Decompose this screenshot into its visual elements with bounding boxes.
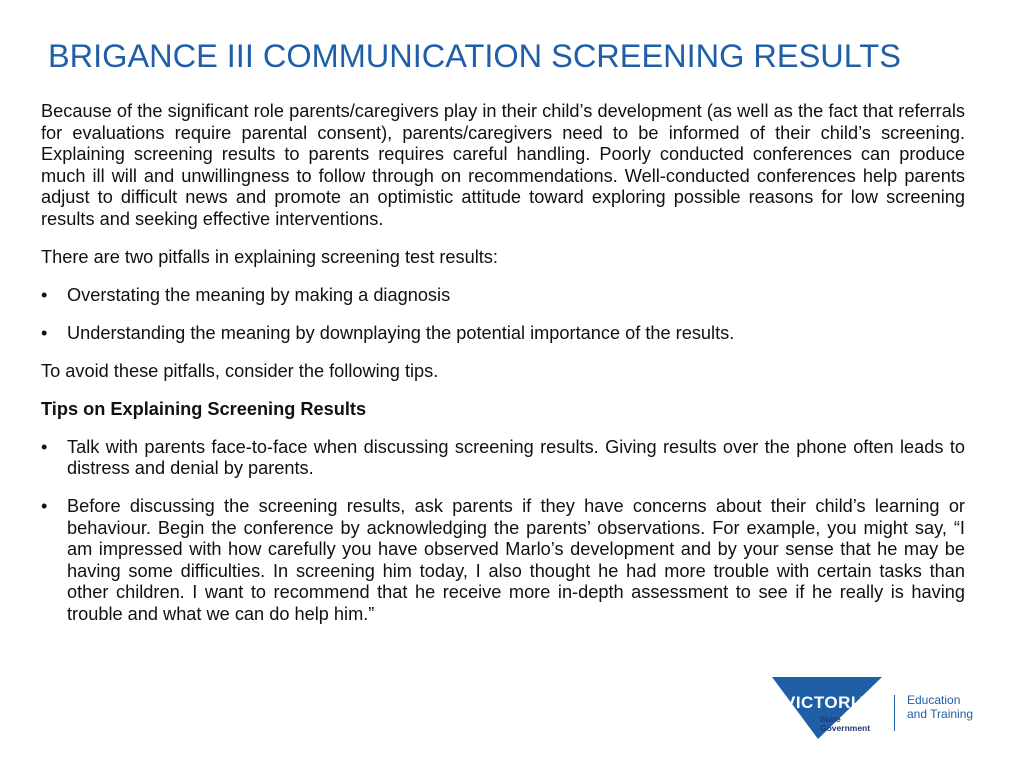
slide-body bbox=[41, 101, 965, 642]
pitfall-item bbox=[41, 285, 965, 307]
pitfall-text: Overstating the meaning by making a diagnosis bbox=[67, 284, 451, 305]
tip-item bbox=[41, 437, 965, 480]
tip-text: Before discussing the screening results, ask parents if they have concerns about their child’s learning or behaviour. Begin the conference by acknowledging the parents’ observations. For example, you might say, “I am impressed with how carefully you have observed Marlo’s development and by your sense that he may be having some difficulties. In screening him today, I also thought he had more trouble with certain tasks than other children. I want to recommend that he receive more in-depth assessment to see if he really is having trouble and what we can do help him.” bbox=[67, 496, 965, 624]
logo-government-line: Government bbox=[820, 723, 871, 733]
pitfall-text: Understanding the meaning by downplaying the potential importance of the results. bbox=[67, 322, 735, 343]
logo-state-line: State bbox=[820, 714, 841, 724]
bullet-icon: • bbox=[41, 322, 48, 343]
tip-text: Talk with parents face-to-face when discussing screening results. Giving results over the phone often leads to distress and denial by parents. bbox=[67, 436, 965, 478]
slide-title: BRIGANCE III COMMUNICATION SCREENING RESULTS bbox=[48, 38, 901, 74]
intro-paragraph: Because of the significant role parents/caregivers play in their child’s development (as well as the fact that referrals for evaluations require parental consent), parents/caregivers need to be informed of their child’s screening. Explaining screening results to parents requires careful handling. Poorly conducted conferences can produce much ill will and unwillingness to follow through on recommendations. Well-conducted conferences help parents adjust to difficult news and promote an optimistic attitude toward exploring possible reasons for low screening results and seeking effective interventions. bbox=[41, 101, 965, 229]
tips-heading: Tips on Explaining Screening Results bbox=[41, 398, 367, 419]
pitfall-item bbox=[41, 323, 965, 345]
bullet-icon: • bbox=[41, 436, 48, 457]
pitfalls-intro: There are two pitfalls in explaining screening test results: bbox=[41, 246, 498, 267]
tip-item bbox=[41, 496, 965, 625]
tips-intro: To avoid these pitfalls, consider the following tips. bbox=[41, 360, 439, 381]
victoria-government-logo bbox=[770, 675, 990, 741]
logo-state-government bbox=[820, 715, 870, 733]
logo-wordmark: VICTORIA bbox=[784, 693, 869, 712]
logo-department bbox=[907, 693, 973, 721]
logo-dept-line1: Education bbox=[907, 693, 961, 707]
bullet-icon: • bbox=[41, 284, 48, 305]
bullet-icon: • bbox=[41, 496, 48, 516]
logo-divider bbox=[894, 695, 895, 731]
logo-dept-line2: and Training bbox=[907, 707, 974, 721]
